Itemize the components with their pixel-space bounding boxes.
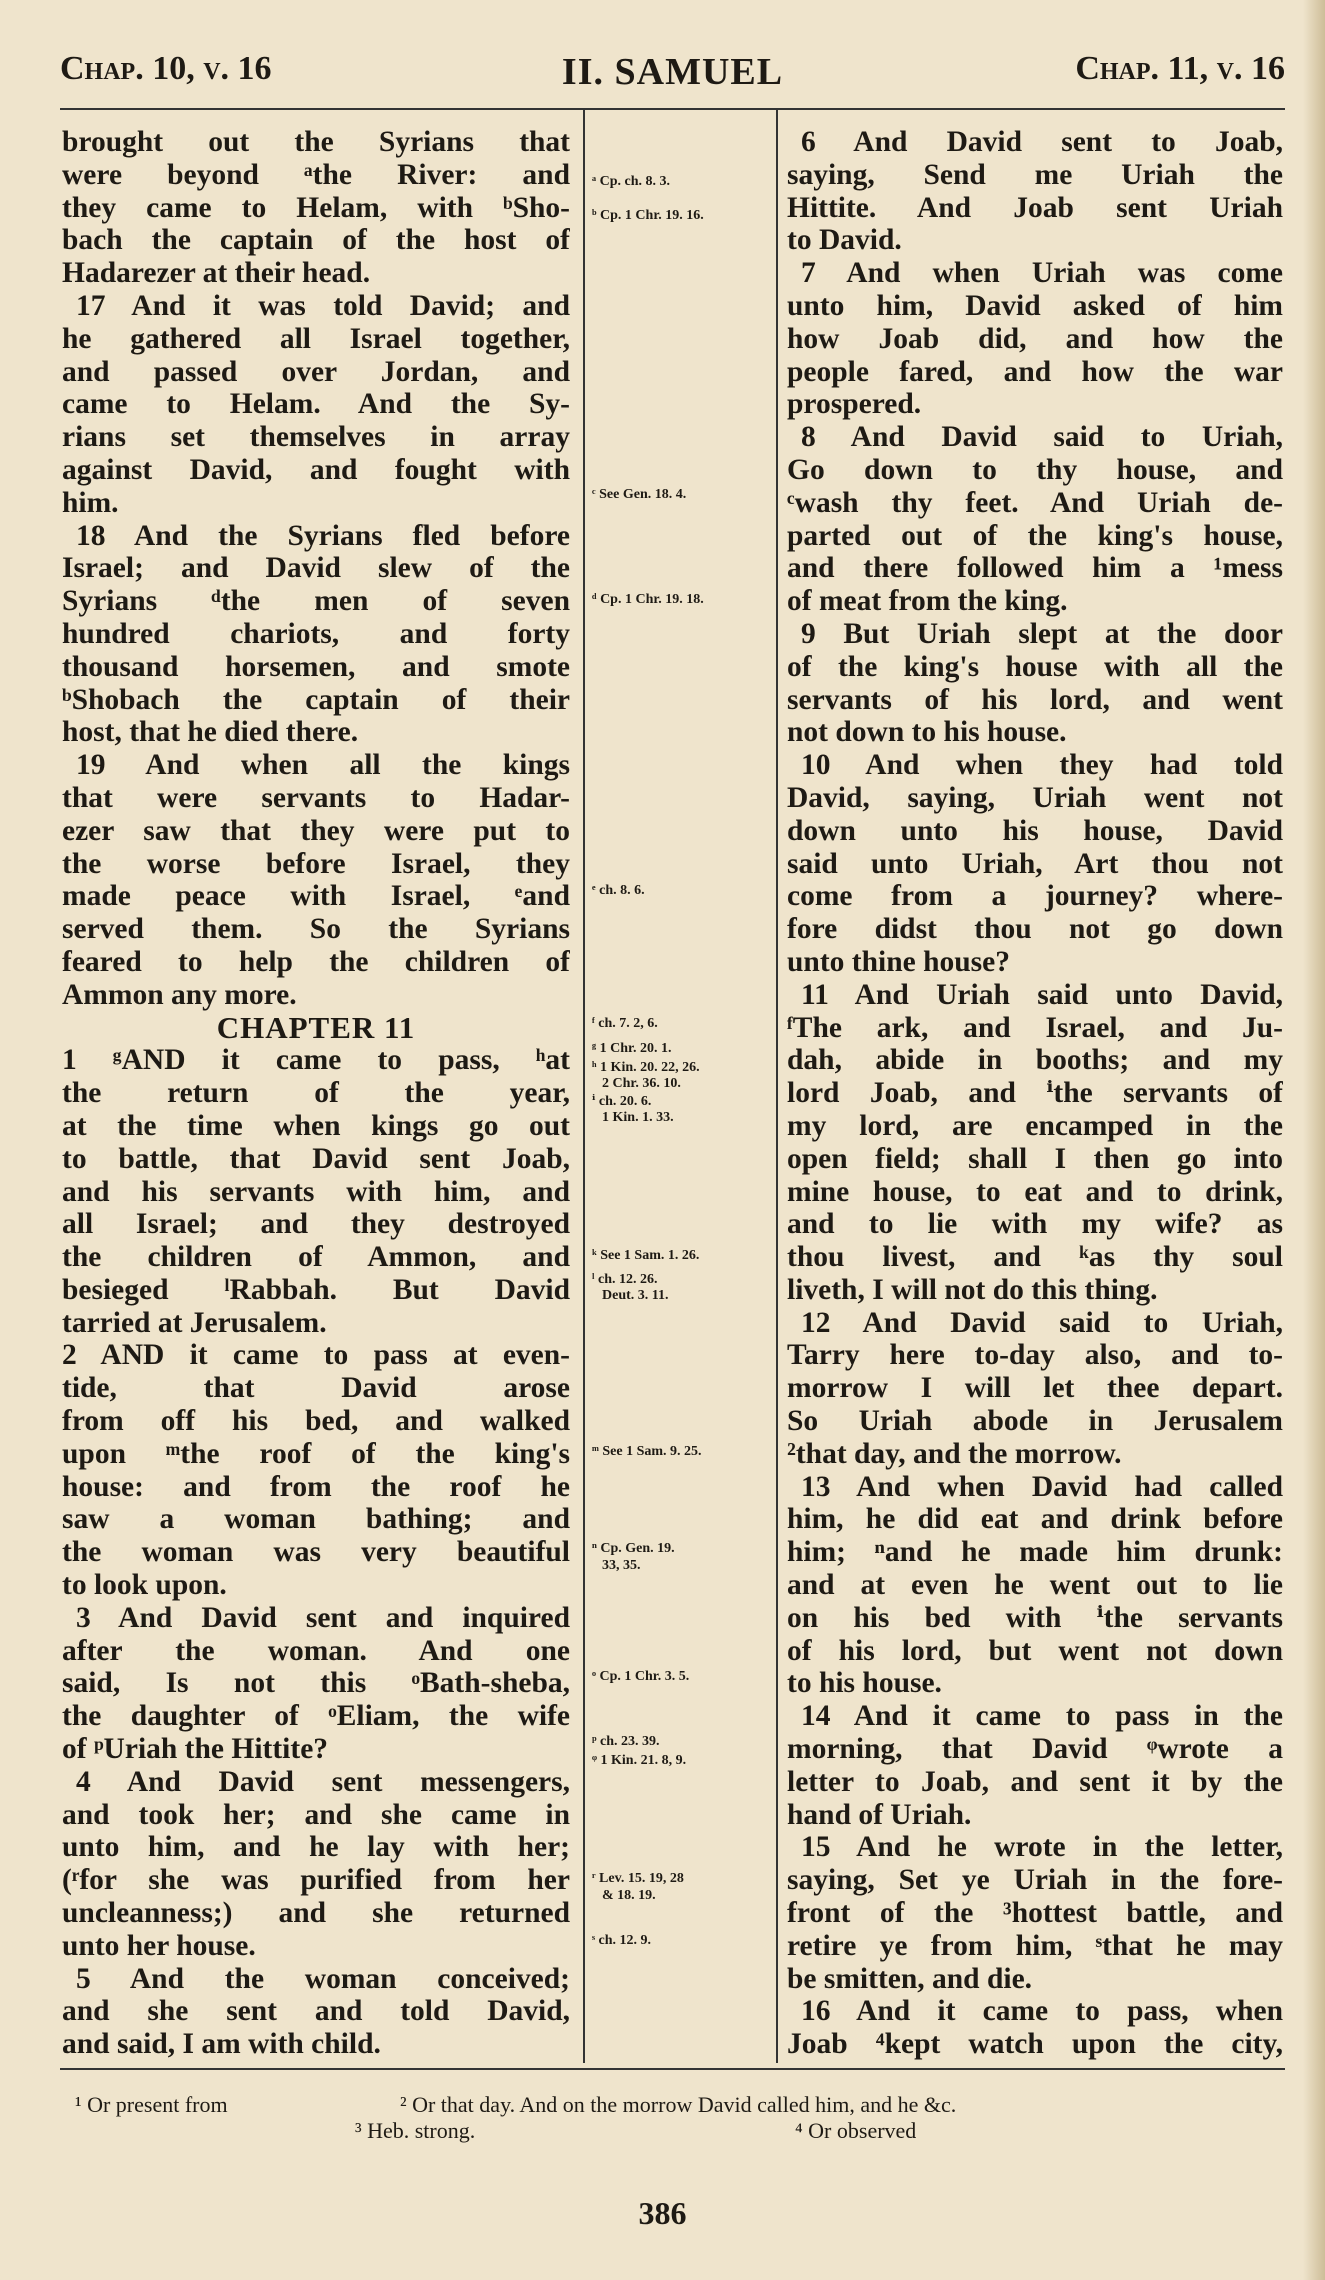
text-line: came to Helam. And the Sy- [62,388,570,421]
text-line: all Israel; and they destroyed [62,1208,570,1241]
text-line: front of the ³hottest battle, and [787,1897,1283,1930]
text-line: 6 And David sent to Joab, [801,126,1283,158]
text-line: liveth, I will not do this thing. [787,1273,1158,1306]
text-line: and she sent and told David, [62,1995,570,2028]
text-line: tarried at Jerusalem. [62,1306,327,1339]
text-line: people fared, and how the war [787,355,1283,388]
margin-reference: ᵇ Cp. 1 Chr. 19. 16. [592,208,704,223]
text-line: 15 And he wrote in the letter, [801,1831,1283,1864]
text-line: 12 And David said to Uriah, [801,1306,1283,1339]
text-line: the worse before Israel, they [62,847,570,880]
text-line: brought out the Syrians that [62,126,570,158]
column-rule-left [583,108,585,2063]
margin-reference: ᵍ 1 Chr. 20. 1. [592,1041,672,1056]
text-line: ᶠThe ark, and Israel, and Ju- [787,1011,1283,1044]
text-line: Joab ⁴kept watch upon the city, [787,2028,1283,2061]
text-line: Hittite. And Joab sent Uriah [787,191,1283,224]
text-line: So Uriah abode in Jerusalem [787,1405,1283,1438]
margin-reference: ˢ ch. 12. 9. [592,1933,652,1948]
text-line: 7 And when Uriah was come [801,257,1283,290]
left-text-column [62,126,570,2061]
text-line: David, saying, Uriah went not [787,781,1283,814]
margin-reference: ᵈ Cp. 1 Chr. 19. 18. [592,592,704,607]
text-line: feared to help the children of [62,945,570,978]
text-line: the return of the year, [62,1077,570,1110]
text-line: of his lord, but went not down [787,1634,1283,1667]
text-line: served them. So the Syrians [62,913,570,946]
text-line: how Joab did, and how the [787,322,1283,355]
text-line: ᶜwash thy feet. And Uriah de- [787,486,1283,519]
text-line: said, Is not this ᵒBath-sheba, [62,1667,570,1700]
text-line: thousand horsemen, and smote [62,650,570,683]
text-line: the children of Ammon, and [62,1241,570,1274]
text-line: letter to Joab, and sent it by the [787,1765,1283,1798]
text-line: be smitten, and die. [787,1962,1033,1995]
margin-reference: ᵒ Cp. 1 Chr. 3. 5. [592,1669,690,1684]
text-line: at the time when kings go out [62,1109,570,1142]
text-line: and there followed him a ¹mess [787,552,1283,585]
header-right-reference: Chap. 11, v. 16 [1075,50,1285,87]
text-line: unto thine house? [787,945,1010,978]
text-line: from off his bed, and walked [62,1405,570,1438]
text-line: uncleanness;) and she returned [62,1897,570,1930]
text-line: house: and from the roof he [62,1470,570,1503]
margin-reference: & 18. 19. [602,1888,656,1903]
text-line: made peace with Israel, ᵉand [62,880,570,913]
header-book-title: II. SAMUEL [561,51,784,93]
margin-reference: ᶠ ch. 7. 2, 6. [592,1016,658,1031]
text-line: morrow I will let thee depart. [787,1372,1283,1405]
text-line: 13 And when David had called [801,1470,1283,1503]
margin-references [592,0,772,2060]
text-line: 14 And it came to pass in the [801,1700,1283,1733]
text-line: and to lie with my wife? as [787,1208,1283,1241]
margin-reference: ʳ Lev. 15. 19, 28 [592,1871,684,1886]
text-line: dah, abide in booths; and my [787,1044,1283,1077]
margin-reference: ˡ ch. 12. 26. [592,1272,658,1287]
margin-reference: 33, 35. [602,1558,641,1573]
text-line: 9 But Uriah slept at the door [801,617,1283,650]
margin-reference: 2 Chr. 36. 10. [602,1076,681,1091]
text-line: to look upon. [62,1569,227,1602]
text-line: Ammon any more. [62,978,297,1011]
text-line: and took her; and she came in [62,1798,570,1831]
chapter-heading: CHAPTER 11 [216,1009,416,1045]
text-line: 8 And David said to Uriah, [801,421,1283,454]
text-line: host, that he died there. [62,716,359,749]
text-line: besieged ˡRabbah. But David [62,1273,570,1306]
text-line: saying, Send me Uriah the [787,158,1283,191]
text-line: 11 And Uriah said unto David, [801,978,1283,1011]
margin-reference: ᵠ 1 Kin. 21. 8, 9. [592,1753,687,1768]
text-line: down unto his house, David [787,814,1283,847]
text-line: said unto Uriah, Art thou not [787,847,1283,880]
text-line: saying, Set ye Uriah in the fore- [787,1864,1283,1897]
text-line: Syrians ᵈthe men of seven [62,585,570,618]
text-line: morning, that David ᵠwrote a [787,1733,1283,1766]
footnote-2: ² Or that day. And on the morrow David called him, and he &c. [400,2092,957,2117]
text-line: 16 And it came to pass, when [801,1995,1283,2028]
text-line: 5 And the woman conceived; [76,1962,570,1995]
text-line: of the king's house with all the [787,650,1283,683]
text-line: my lord, are encamped in the [787,1109,1283,1142]
text-line: on his bed with ⁱthe servants [787,1601,1283,1634]
text-line: 19 And when all the kings [76,749,570,782]
text-line: retire ye from him, ˢthat he may [787,1929,1283,1962]
text-line: parted out of the king's house, [787,519,1283,552]
margin-reference: ⁿ Cp. Gen. 19. [592,1541,675,1556]
text-line: after the woman. And one [62,1634,570,1667]
margin-reference: ᵏ See 1 Sam. 1. 26. [592,1248,700,1263]
text-line: lord Joab, and ⁱthe servants of [787,1077,1283,1110]
right-text-column [787,126,1283,2061]
margin-reference: ⁱ ch. 20. 6. [592,1094,652,1109]
text-line: the daughter of ᵒEliam, the wife [62,1700,570,1733]
text-line: tide, that David arose [62,1372,570,1405]
text-line: Tarry here to-day also, and to- [787,1339,1283,1372]
footer-rule [60,2068,1285,2070]
margin-reference: ᵖ ch. 23. 39. [592,1734,660,1749]
text-line: that were servants to Hadar- [62,781,570,814]
text-line: him, he did eat and drink before [787,1503,1283,1536]
text-line: against David, and fought with [62,453,570,486]
text-line: saw a woman bathing; and [62,1503,570,1536]
text-line: 3 And David sent and inquired [76,1601,570,1634]
text-line: 17 And it was told David; and [76,289,570,322]
text-line: unto her house. [62,1929,256,1962]
header-left-reference: Chap. 10, v. 16 [60,50,272,87]
text-line: servants of his lord, and went [787,683,1283,716]
text-line: ²that day, and the morrow. [787,1437,1122,1470]
footnote-3: ³ Heb. strong. [355,2118,476,2143]
text-line: (ʳfor she was purified from her [62,1864,570,1897]
text-line: ezer saw that they were put to [62,814,570,847]
text-line: and at even he went out to lie [787,1569,1283,1602]
text-line: prospered. [787,388,922,421]
margin-reference: 1 Kin. 1. 33. [602,1110,674,1125]
margin-reference: Deut. 3. 11. [602,1288,669,1303]
text-line: and passed over Jordan, and [62,355,570,388]
text-line: hand of Uriah. [787,1798,972,1831]
margin-reference: ʰ 1 Kin. 20. 22, 26. [592,1060,700,1075]
text-line: to his house. [787,1667,942,1700]
text-line: unto him, David asked of him [787,289,1283,322]
text-line: rians set themselves in array [62,421,570,454]
text-line: not down to his house. [787,716,1067,749]
text-line: fore didst thou not go down [787,913,1283,946]
margin-reference: ᵃ Cp. ch. 8. 3. [592,174,670,189]
margin-reference: ᵐ See 1 Sam. 9. 25. [592,1444,702,1459]
text-line: Israel; and David slew of the [62,552,570,585]
text-line: thou livest, and ᵏas thy soul [787,1241,1283,1274]
text-line: upon ᵐthe roof of the king's [62,1437,570,1470]
text-line: Go down to thy house, and [787,453,1283,486]
text-line: Hadarezer at their head. [62,257,371,290]
text-line: and said, I am with child. [62,2028,381,2061]
text-line: unto him, and he lay with her; [62,1831,570,1864]
text-line: open field; shall I then go into [787,1142,1283,1175]
text-line: of meat from the king. [787,585,1068,618]
column-rule-right [776,108,778,2063]
text-line: he gathered all Israel together, [62,322,570,355]
text-line: bach the captain of the host of [62,224,570,257]
text-line: to David. [787,224,902,257]
page-edge-shadow [1303,0,1325,2280]
text-line: mine house, to eat and to drink, [787,1175,1283,1208]
text-line: him. [62,486,119,519]
text-line: 1 ᵍAND it came to pass, ʰat [62,1044,570,1077]
text-line: come from a journey? where- [787,880,1283,913]
text-line: ᵇShobach the captain of their [62,683,570,716]
text-line: to battle, that David sent Joab, [62,1142,570,1175]
text-line: 2 AND it came to pass at even- [62,1339,570,1372]
text-line: they came to Helam, with ᵇSho- [62,191,570,224]
text-line: the woman was very beautiful [62,1536,570,1569]
page-number: 386 [638,2195,687,2231]
margin-reference: ᶜ See Gen. 18. 4. [592,487,687,502]
text-line: him; ⁿand he made him drunk: [787,1536,1283,1569]
text-line: 4 And David sent messengers, [76,1765,570,1798]
text-line: hundred chariots, and forty [62,617,570,650]
text-line: of ᵖUriah the Hittite? [62,1733,329,1766]
text-line: 10 And when they had told [801,749,1283,782]
margin-reference: ᵉ ch. 8. 6. [592,883,645,898]
footnote-1: ¹ Or present from [75,2092,228,2117]
text-line: were beyond ᵃthe River: and [62,158,570,191]
footnote-4: ⁴ Or observed [795,2118,917,2143]
text-line: 18 And the Syrians fled before [76,519,570,552]
text-line: and his servants with him, and [62,1175,570,1208]
